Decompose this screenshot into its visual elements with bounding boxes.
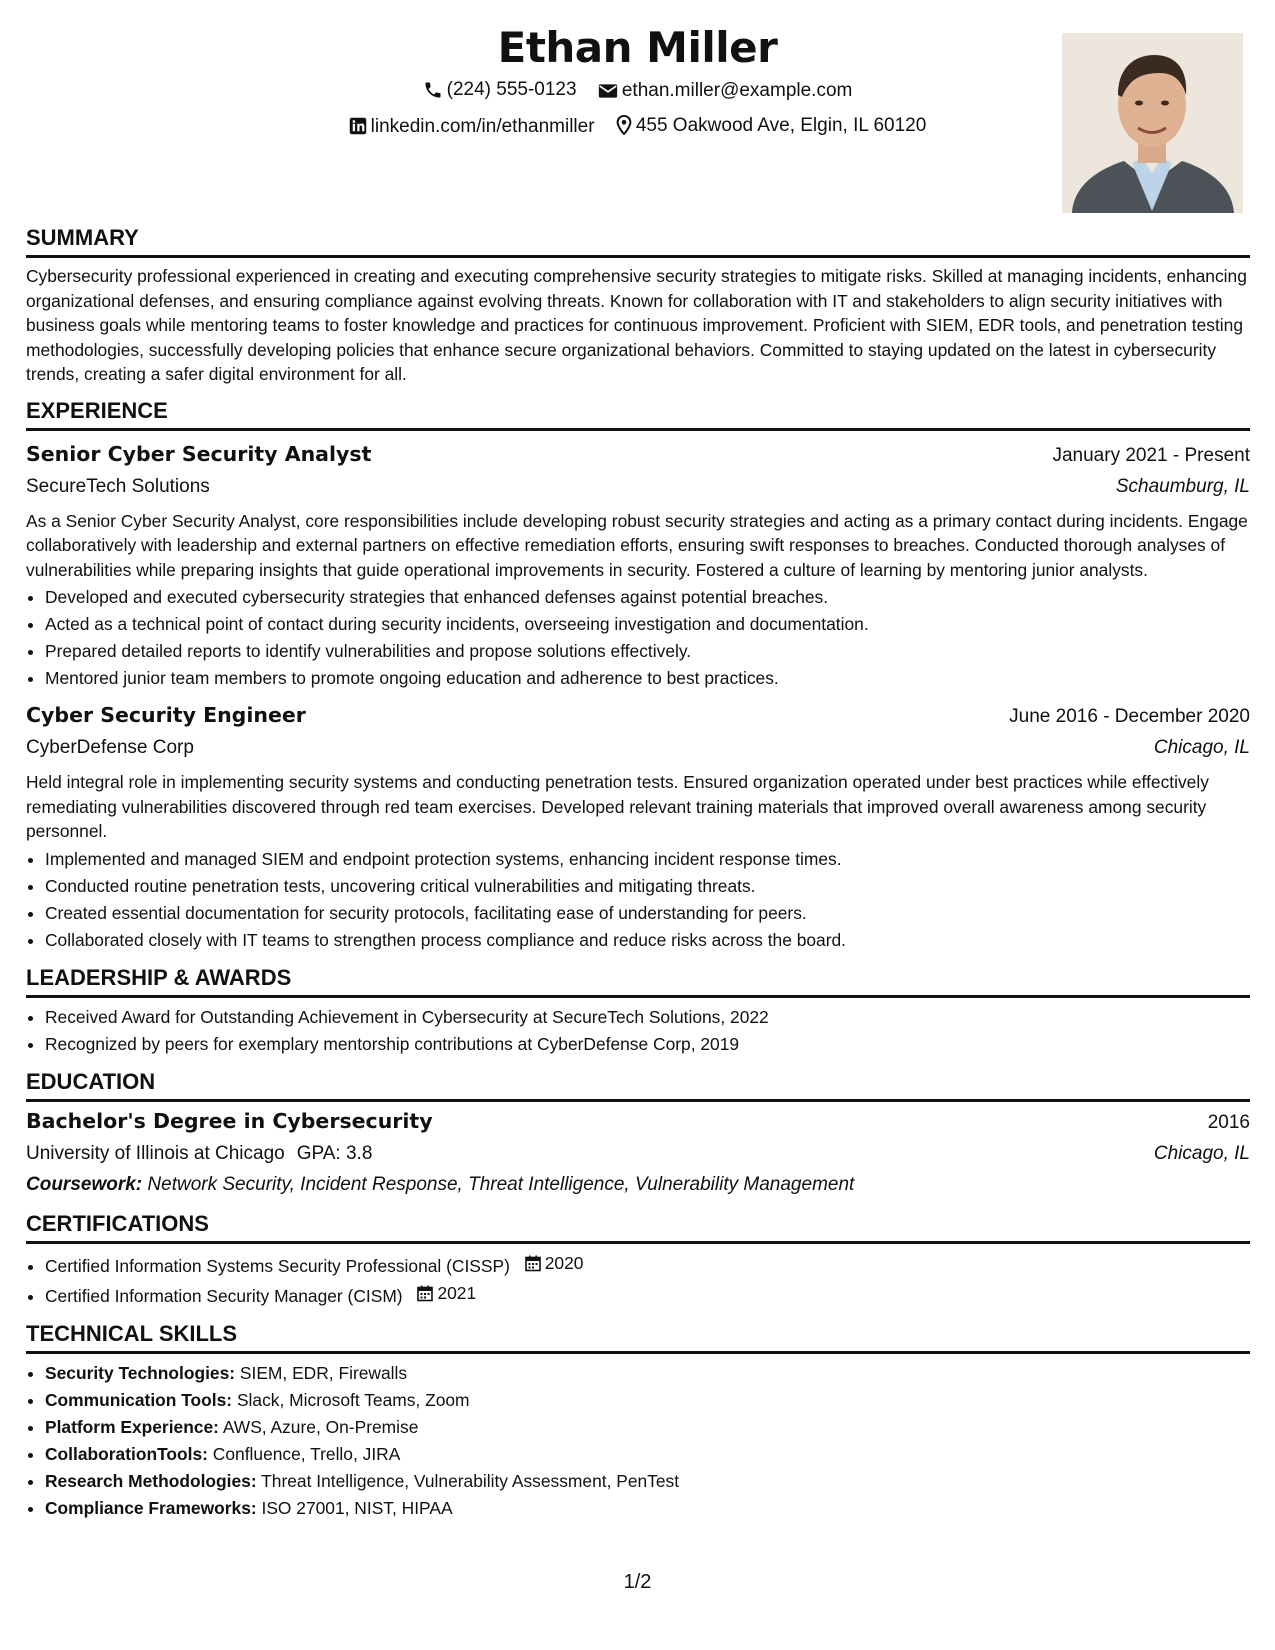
skill-label: Communication Tools:	[45, 1389, 233, 1410]
job-title: Cyber Security Engineer	[26, 703, 306, 727]
leadership-list	[26, 1004, 1250, 1058]
resume-content	[26, 224, 1250, 1532]
skill-label: Platform Experience:	[45, 1416, 219, 1437]
job-location: Schaumburg, IL	[1115, 475, 1250, 497]
email-text[interactable]: ethan.miller@example.com	[621, 80, 853, 101]
degree-name: Bachelor's Degree in Cybersecurity	[26, 1108, 433, 1133]
phone-text: (224) 555-0123	[446, 79, 577, 100]
skill-value: Confluence, Trello, JIRA	[212, 1443, 401, 1464]
certifications-list	[26, 1250, 1250, 1310]
cert-name: Certified Information Security Manager (CISM)	[45, 1285, 403, 1306]
list-item	[45, 1495, 1250, 1522]
experience-entry	[26, 700, 1250, 954]
calendar-icon	[525, 1255, 541, 1272]
skills-list	[26, 1360, 1250, 1522]
profile-photo	[1062, 33, 1243, 213]
list-item: • Created essential documentation for security protocols, facilitating ease of understanding for peers.	[45, 900, 1250, 927]
leadership-section	[26, 964, 1250, 1058]
list-item	[45, 1280, 1250, 1310]
job-dates: January 2021 - Present	[1052, 444, 1250, 466]
list-item: • Implemented and managed SIEM and endpoint protection systems, enhancing incident response times.	[45, 846, 1250, 873]
linkedin-text[interactable]: linkedin.com/in/ethanmiller	[370, 115, 595, 137]
list-item: • Conducted routine penetration tests, uncovering critical vulnerabilities and mitigating threats.	[45, 873, 1250, 900]
list-item: • Developed and executed cybersecurity strategies that enhanced defenses against potential breaches.	[45, 584, 1250, 611]
coursework-label: Coursework:	[26, 1173, 143, 1195]
cert-date	[525, 1250, 584, 1277]
certifications-title: CERTIFICATIONS	[26, 1210, 1250, 1244]
job-location: Chicago, IL	[1153, 737, 1250, 758]
cert-year: 2021	[437, 1282, 477, 1303]
certifications-section	[26, 1210, 1250, 1310]
skill-value: Slack, Microsoft Teams, Zoom	[236, 1389, 470, 1410]
skill-value: Threat Intelligence, Vulnerability Assessment, PenTest	[261, 1470, 680, 1491]
company-name: SecureTech Solutions	[26, 475, 210, 497]
list-item	[45, 1250, 1250, 1280]
skill-value: SIEM, EDR, Firewalls	[239, 1362, 408, 1383]
leadership-title: LEADERSHIP & AWARDS	[26, 964, 1250, 998]
education-title: EDUCATION	[26, 1068, 1250, 1102]
linkedin-contact[interactable]	[349, 111, 595, 142]
company-name: CyberDefense Corp	[26, 737, 194, 758]
education-section	[26, 1068, 1250, 1200]
calendar-icon	[417, 1285, 433, 1302]
skills-section	[26, 1320, 1250, 1522]
list-item	[45, 1360, 1250, 1387]
skills-title: TECHNICAL SKILLS	[26, 1320, 1250, 1354]
summary-title: SUMMARY	[26, 224, 1250, 258]
summary-section	[26, 224, 1250, 387]
school-name: University of Illinois at Chicago	[26, 1142, 285, 1164]
coursework-list: Network Security, Incident Response, Threat Intelligence, Vulnerability Management	[147, 1173, 855, 1195]
email-contact[interactable]	[598, 75, 853, 106]
skill-value: ISO 27001, NIST, HIPAA	[261, 1497, 453, 1518]
graduation-year: 2016	[1207, 1111, 1250, 1133]
skill-label: Research Methodologies:	[45, 1470, 257, 1491]
list-item	[45, 1387, 1250, 1414]
job-dates: June 2016 - December 2020	[1009, 706, 1250, 727]
experience-entry	[26, 439, 1250, 693]
address-contact	[616, 110, 927, 141]
cert-year: 2020	[544, 1252, 584, 1273]
list-item: • Collaborated closely with IT teams to strengthen process compliance and reduce risks across the board.	[45, 927, 1250, 954]
phone-icon	[423, 80, 443, 100]
coursework	[26, 1170, 1250, 1200]
phone-contact	[423, 74, 577, 105]
experience-section	[26, 397, 1250, 954]
skill-label: CollaborationTools:	[45, 1443, 208, 1464]
list-item	[45, 1468, 1250, 1495]
gpa: GPA: 3.8	[296, 1142, 373, 1164]
skill-value: AWS, Azure, On-Premise	[222, 1416, 419, 1437]
job-title: Senior Cyber Security Analyst	[26, 441, 372, 466]
skill-label: Compliance Frameworks:	[45, 1497, 257, 1518]
address-text: 455 Oakwood Ave, Elgin, IL 60120	[635, 114, 927, 136]
job-description: As a Senior Cyber Security Analyst, core responsibilities include developing robust security strategies and acting as a primary contact during incidents. Engage collaboratively with leadership and external partners on effective remediation efforts, ensuring swift responses to breaches. Conducted thorough analyses of vulnerabilities while preparing insights that guide operational improvements in security. Fostered a culture of learning by mentoring junior analysts.	[26, 510, 1248, 580]
cert-date	[417, 1280, 476, 1307]
skill-label: Security Technologies:	[45, 1362, 236, 1383]
page-number: 1/2	[623, 1571, 652, 1593]
list-item: • Acted as a technical point of contact during security incidents, overseeing investigation and documentation.	[45, 611, 1250, 638]
candidate-name: Ethan Miller	[497, 23, 778, 72]
linkedin-icon	[349, 117, 367, 135]
school-line	[26, 1138, 372, 1170]
list-item: • Received Award for Outstanding Achievement in Cybersecurity at SecureTech Solutions, 2022	[45, 1004, 1250, 1031]
job-description: Held integral role in implementing security systems and conducting penetration tests. Ensured organization operated under best practices while effectively remediating vulnerabilities discovered through red team exercises. Developed relevant training materials that improved overall awareness among security personnel.	[26, 772, 1209, 841]
envelope-icon	[598, 82, 618, 100]
job-bullets	[26, 846, 1250, 954]
school-location: Chicago, IL	[1153, 1142, 1250, 1164]
list-item: • Mentored junior team members to promote ongoing education and adherence to best practices.	[45, 665, 1250, 692]
list-item: • Prepared detailed reports to identify vulnerabilities and propose solutions effectively.	[45, 638, 1250, 665]
list-item: • Recognized by peers for exemplary mentorship contributions at CyberDefense Corp, 2019	[45, 1031, 1250, 1058]
summary-text: Cybersecurity professional experienced in creating and executing comprehensive security strategies to mitigate risks. Skilled at managing incidents, enhancing organizational defenses, and ensuring compliance against evolving threats. Known for collaboration with IT and stakeholders to align security initiatives with business goals while mentoring teams to foster knowledge and practices for continuous improvement. Proficient with SIEM, EDR tools, and penetration testing methodologies, successfully developing policies that enhance secure organizational behaviors. Committed to staying updated on the latest in cybersecurity trends, creating a safer digital environment for all.	[26, 266, 1247, 384]
cert-name: Certified Information Systems Security Professional (CISSP)	[45, 1255, 510, 1276]
list-item	[45, 1414, 1250, 1441]
job-bullets	[26, 584, 1250, 692]
experience-title: EXPERIENCE	[26, 397, 1250, 431]
list-item	[45, 1441, 1250, 1468]
map-marker-icon	[616, 115, 632, 135]
